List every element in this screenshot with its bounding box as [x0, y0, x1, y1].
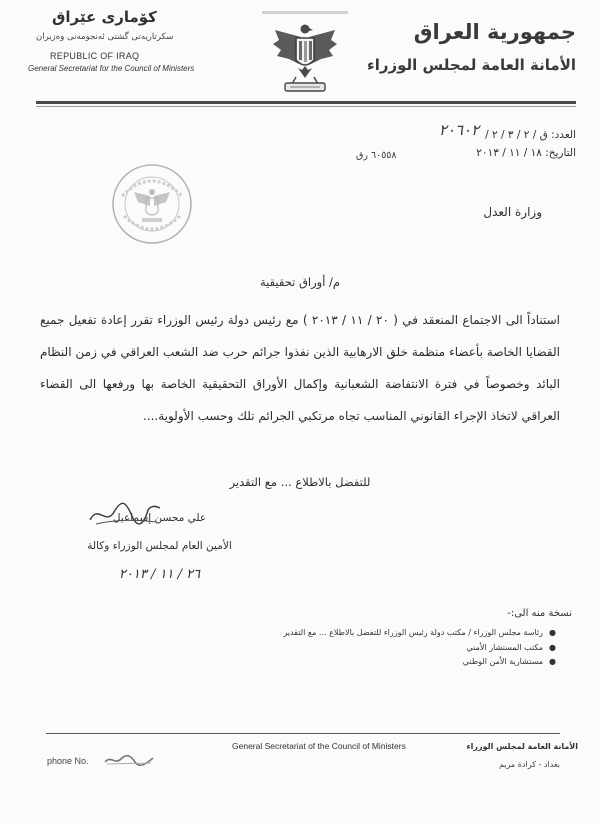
- reference-number-handwritten: ٢٠٦٠٢: [438, 121, 480, 139]
- bullet-icon: ●: [549, 628, 556, 637]
- closing-line: للتفضل بالاطلاع ... مع التقدير: [229, 475, 371, 489]
- addressee: وزارة العدل: [483, 205, 542, 219]
- registry-number: ٦٠٥٥٨ رق: [356, 150, 397, 161]
- handwritten-signature-icon: [86, 500, 164, 528]
- footer-divider: [46, 733, 560, 734]
- reference-number: [438, 121, 576, 142]
- footer-address: بغداد - كرادة مريم: [498, 760, 560, 769]
- bullet-icon: ●: [549, 642, 556, 652]
- copies-section: [0, 606, 572, 670]
- header-divider-thin: [36, 106, 576, 107]
- english-org-title: General Secretariat for the Council of Ministers: [28, 64, 195, 73]
- footer-english-org: General Secretariat of the Council of Ministers: [232, 741, 406, 751]
- round-stamp-icon: [110, 162, 194, 246]
- list-item: [0, 655, 556, 670]
- signature-date: ٢٦ / ١١ / ٢٠١٣: [118, 567, 201, 582]
- signatory-title: الأمين العام لمجلس الوزراء وكالة: [87, 540, 232, 552]
- kurdish-country-title: كۆماری عێراق: [52, 8, 157, 26]
- signature-block: [72, 510, 247, 584]
- list-item: [0, 626, 556, 641]
- archive-mark-icon: [262, 10, 348, 15]
- arabic-org-title: الأمانة العامة لمجلس الوزراء: [367, 56, 576, 74]
- redacted-phone-icon: [103, 753, 155, 767]
- letter-body: استناداً الى الاجتماع المنعقد في ( ٢٠ / ١١ / ٢٠١٣ ) مع رئيس دولة رئيس الوزراء تقرر إعادة تفعيل جميع القضايا الخاصة بأعضاء منظمة خلق الارهابية الذين نفذوا جرائم حرب ضد الشعب العراقي في زمن النظام البائد وخصوصاً في فترة الانتفاضة الشعبانية وإكمال الأوراق التحقيقية الخاصة بها ورفعها الى القضاء العراقي لاتخاذ الإجراء القانوني المناسب تجاه مرتكبي الجرائم تلك وحسب الأولوية....: [40, 313, 561, 423]
- copy-recipient: رئاسة مجلس الوزراء / مكتب دولة رئيس الوزراء للتفضل بالاطلاع ... مع التقدير: [283, 628, 544, 637]
- iraq-emblem-icon: [270, 20, 340, 100]
- copy-recipient: مكتب المستشار الأمني: [466, 642, 544, 652]
- kurdish-org-subtitle: سکرتاریەتی گشتی ئەنجومەنی وەزیران: [36, 32, 174, 42]
- copies-heading: نسخة منه الى:-: [507, 608, 572, 619]
- subject-line: م/ أوراق تحقيقية: [259, 275, 341, 289]
- signatory-name: علي محسن إسماعيل: [112, 512, 207, 524]
- header-divider: [36, 101, 576, 104]
- bullet-icon: ●: [549, 657, 556, 666]
- english-country-title: REPUBLIC OF IRAQ: [50, 51, 140, 61]
- arabic-country-title: جمهورية العراق: [413, 20, 576, 44]
- letter-content: [0, 272, 600, 670]
- footer-arabic-org: الأمانة العامة لمجلس الوزراء: [466, 742, 578, 751]
- reference-number-label: العدد: ق / ٢ / ٣ / ٢ /: [485, 129, 576, 141]
- copies-list: [0, 626, 556, 670]
- reference-date: التاريخ: ١٨ / ١١ / ٢٠١٣: [476, 147, 576, 159]
- footer-phone-label: phone No.: [47, 756, 89, 766]
- list-item: [0, 641, 556, 656]
- copy-recipient: مستشارية الأمن الوطني: [462, 657, 544, 666]
